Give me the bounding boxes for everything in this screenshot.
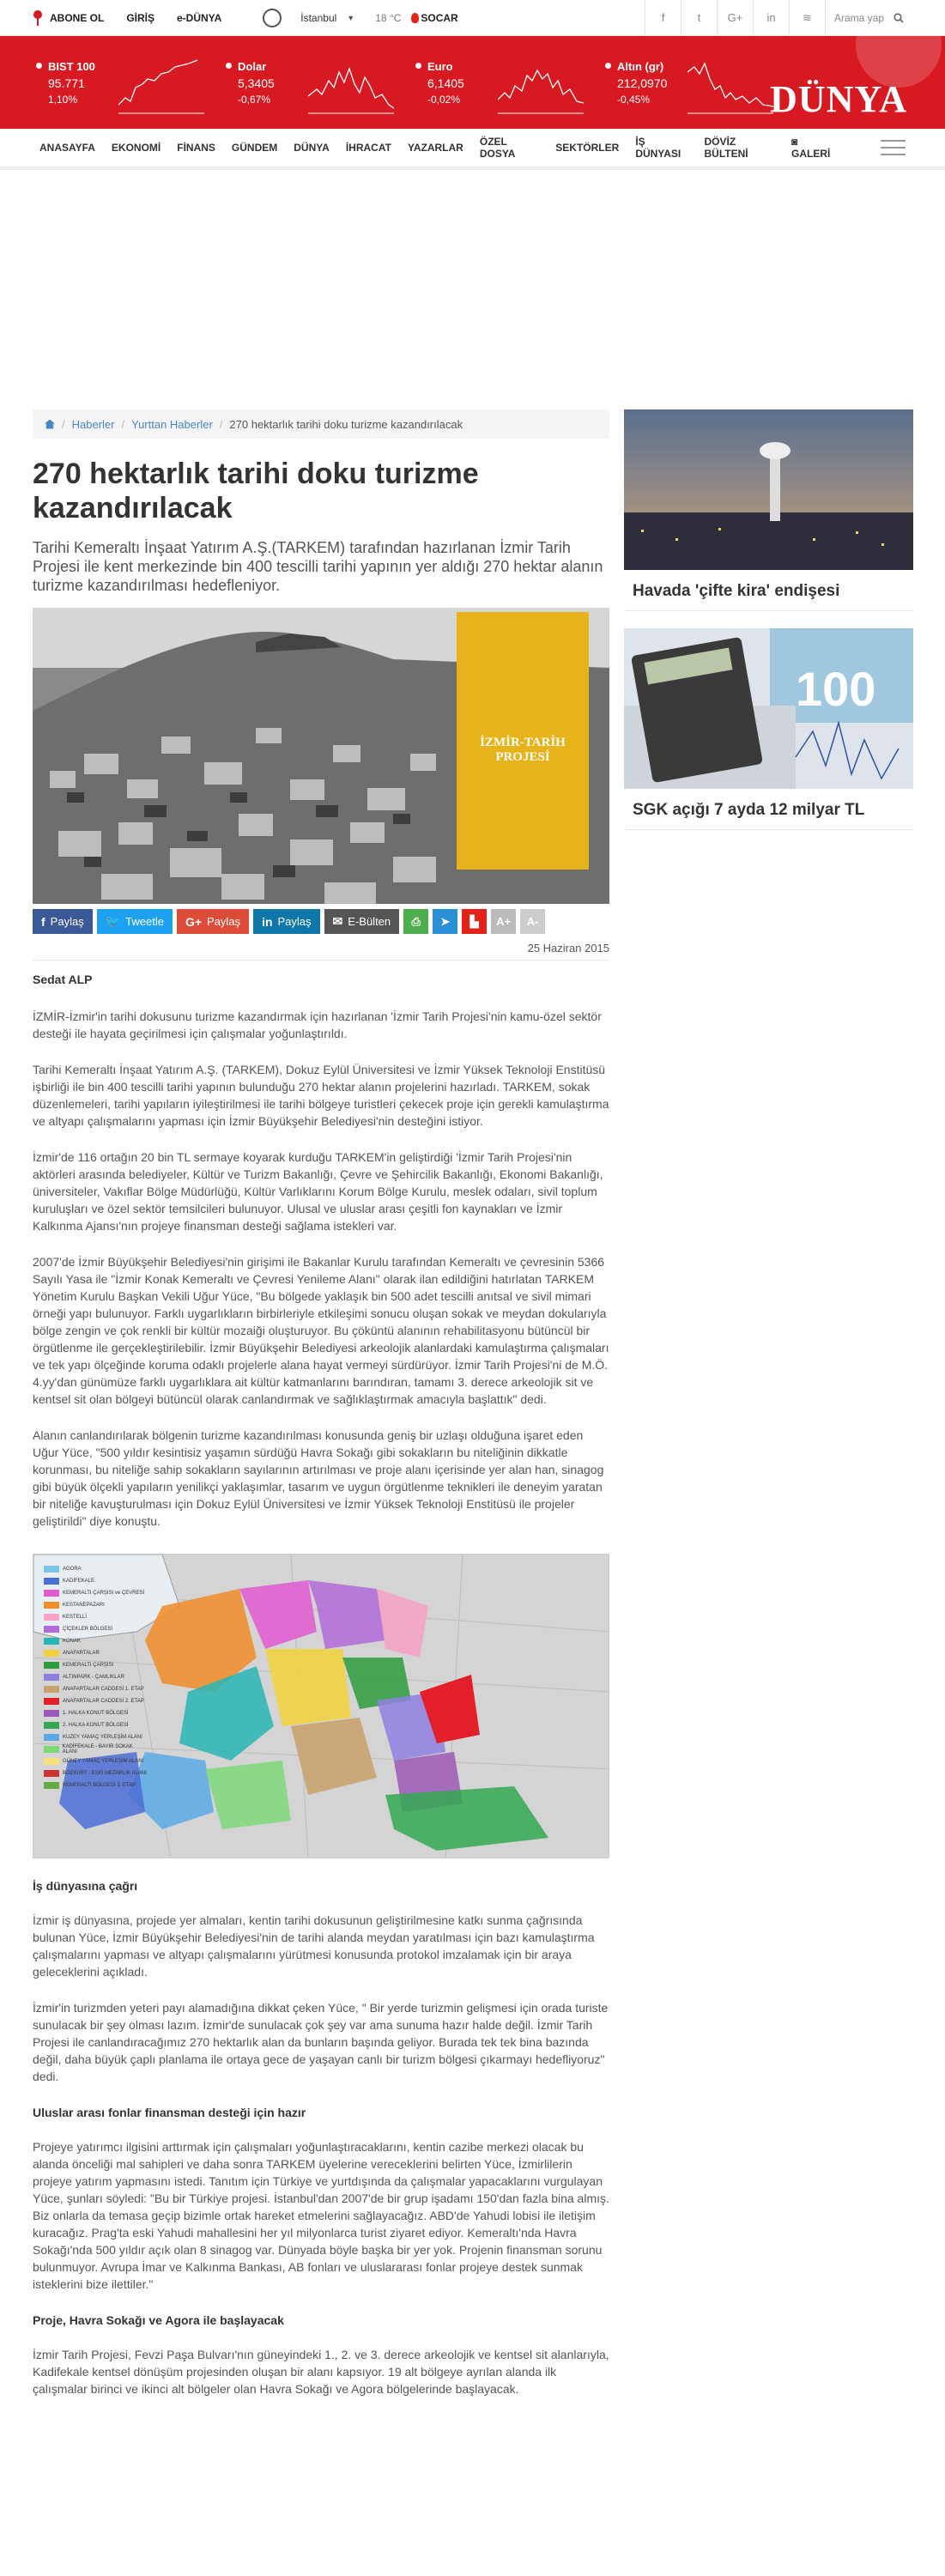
article-paragraph: 2007'de İzmir Büyükşehir Belediyesi'nin girişimi ile Bakanlar Kurulu tarafından Kemeraltı ve çevresinin 5366 Sayılı Yasa ile "İzmir Konak Kemeraltı ve Çevresi Yenileme Alanı" olarak ilan edildiğini hatırlatan TARKEM Yönetim Kurulu Başkan Vekili Uğur Yüce, "Bu bölgede yaklaşık bin 500 adet tescilli anıtsal ve sivil mimari örneği yapı bulunuyor. Farklı uygarlıkların birbirleriyle etkileşimi sonucu oluşan sokak ve meydan dokularıyla bölge zengin ve çok renkli bir kültür mozaiği oluşturuyor. Bu çöküntü alanının rehabilitasyonu bütüncül bir örgütlenme ile gerçekleştirilebilir. İzmir Büyükşehir Belediyesi arkeolojik alanlardaki kamulaştırma çalışmaları ve tek yapı ölçeğinde koruma odaklı projelerle alana hayat vermeyi sürdürüyor. İzmir Tarih Projesi'ni de M.Ö. 4.yy'dan günümüze farklı uygarlıklara ait kültür katmanlarını barındıran, tamamı 3. derece arkeolojik sit ve kentsel sit olan bölgeyi bütüncül olarak canlandırmak ve sağlıklaştırmak amacıyla başlattık" dedi. [33,1255,609,1406]
legend-item: KADİFEKALE - BAYIR SOKAK ALANI [44,1745,147,1754]
legend-item: ANAFARTALAR CADDESİ 1. ETAP [44,1685,147,1694]
legend-item: KADİFEKALE [44,1577,147,1585]
telegram-icon[interactable]: ➤ [433,909,457,934]
weather-icon [263,9,282,27]
linkedin-icon[interactable]: in [753,0,789,36]
article-paragraph: İzmir Tarih Projesi, Fevzi Paşa Bulvarı'nın güneyindeki 1., 2. ve 3. derece arkeolojik ve kentsel sit alanlarıyla, Kadifekale kentsel dönüşüm projesinden oluşan bir alanı kapsıyor. 19 alt bölgeye ayrılan alanda ilk çalışmalar birinci ve ikinci alt bölgeler olan Havra Sokağı ve Agora bölgelerinde başlayacak. [33,2348,609,2396]
legend-item: ÇİÇEKLER BÖLGESİ [44,1625,147,1633]
legend-item: ALTINPARK - ÇAMLIKLAR [44,1673,147,1682]
ticker-bist100[interactable] [48,60,220,129]
project-caption-box [457,612,589,870]
legend-item: BOZKURT - ESKİ MEZARLIK ALANI [44,1769,147,1778]
article-paragraph: İzmir iş dünyasına, projede yer almaları, kentin tarihi dokusunun geliştirilmesine katkı sunma çağrısında bulunan Yüce, İzmir Büyükşehir Belediyesi'nin de tarihi alanda meydan yaratılması için bazı kamulaştırma çalışmalarını yapması ve altyapı çalışmalarını yürütmesi konusunda protokol imzalamak için bir araya geleceklerini açıkladı. [33,1913,595,1979]
twitter-share-button[interactable]: 🐦 Tweetle [97,909,173,934]
legend-item: KEMERALTI BÖLGESİ 3. ETAP [44,1781,147,1790]
news-title[interactable]: Havada 'çifte kira' endişesi [633,582,840,600]
article-paragraph: İzmir'in turizmden yeteri payı alamadığına dikkat çeken Yüce, " Bir yerde turizmin gelişmesi için orada turiste sunulacak bir şey olması lazım. İzmir'de sunulacak çok şey var ama sunuma hazır halde değil. İzmir Tarih Projesi ile canlandıracağımız 270 hektarlık alan da bunların başında geliyor. Burada tek tek bina bazında değil, daha büyük çaplı planlama ile ortaya gece de yaşayan canlı bir turizm bölgesi çıkarmayı hedefliyoruz" dedi. [33,2001,609,2083]
breadcrumb-haberler[interactable]: Haberler [71,417,115,431]
hero-image [33,608,609,904]
weather-widget [263,9,457,27]
sparkline-chart [688,55,773,115]
font-increase-button[interactable]: A+ [491,909,516,934]
temperature: 18 °C [375,11,402,24]
sparkline-chart [308,55,394,115]
nav-item-ekonomi[interactable]: EKONOMİ [111,142,161,154]
nav-item-ozel-dosya[interactable]: ÖZEL DOSYA [479,136,516,160]
ticker-dot [226,63,232,69]
google-plus-icon: G+ [185,914,203,929]
sidebar-news-card[interactable] [624,628,913,830]
ticker-value: 212,0970 [617,76,668,90]
nav-item-anasayfa[interactable]: ANASAYFA [39,142,95,154]
flipboard-icon[interactable]: ▙ [462,909,487,934]
ticker-value: 95.771 [48,76,85,90]
ticker-change: -0,67% [238,94,271,106]
legend-item: AGORA [44,1565,147,1573]
legend-item: KESTELLİ [44,1613,147,1621]
news-thumbnail[interactable] [624,409,913,570]
legend-item: ANAFARTALAR CADDESİ 2. ETAP [44,1697,147,1706]
ticker-dot [415,63,421,69]
legend-item: ANAFARTALAR [44,1649,147,1658]
bulletin-button[interactable]: ✉ E-Bülten [324,909,400,934]
city-selector[interactable]: İstanbul [300,11,337,24]
money-calculator-photo [624,628,913,789]
market-ticker [0,36,945,129]
nav-item-is-dunyasi[interactable]: İŞ DÜNYASI [635,136,681,160]
sponsor-logo: SOCAR [411,12,457,24]
ticker-gold[interactable] [617,60,789,129]
sidebar [624,409,913,2397]
linkedin-icon: in [262,914,273,929]
camera-icon: ◙ [791,136,798,148]
airport-photo [624,409,913,570]
ticker-value: 6,1405 [427,76,464,90]
author-name: Sedat ALP [33,973,93,986]
article-paragraph: İZMİR-İzmir'in tarihi dokusunu turizme kazandırmak için hazırlanan 'İzmir Tarih Projesi'nin kamu-özel sektör desteği ile hayata geçirilmesi için çalışmalar yoğunlaştırıldı. [33,1009,602,1040]
nav-item-sektorler[interactable]: SEKTÖRLER [555,142,620,154]
ticker-change: 1,10% [48,94,78,106]
project-caption: İZMİR-TARİH PROJESİ [480,736,566,764]
ticker-name: Dolar [238,60,267,73]
ticker-dolar[interactable] [238,60,409,129]
legend-item: KEMERALTI ÇARŞISI [44,1661,147,1670]
ticker-change: -0,02% [427,94,461,106]
project-map-image [33,1554,609,1858]
news-thumbnail[interactable] [624,628,913,789]
legend-item: KESTANEPAZARI [44,1601,147,1609]
ticker-value: 5,3405 [238,76,275,90]
article [33,409,609,2397]
google-share-button[interactable]: G+ Paylaş [177,909,249,934]
publish-date: 25 Haziran 2015 [33,942,609,961]
sparkline-chart [498,55,584,115]
ticker-dot [36,63,42,69]
breadcrumb-current: 270 hektarlık tarihi doku turizme kazandırılacak [229,417,463,431]
facebook-icon: f [41,914,45,929]
twitter-icon[interactable]: t [681,0,717,36]
svg-text:100: 100 [796,662,876,716]
sidebar-news-card[interactable] [624,409,913,611]
home-icon[interactable] [45,420,55,429]
twitter-icon: 🐦 [105,914,121,928]
main-nav [0,129,945,170]
ticker-name: BIST 100 [48,60,95,73]
top-bar [0,0,945,36]
ticker-name: Altın (gr) [617,60,664,73]
nav-item-dunya[interactable]: DÜNYA [294,142,330,154]
ad-space [0,170,945,409]
legend-item: 2. HALKA KONUT BÖLGESİ [44,1721,147,1730]
ticker-name: Euro [427,60,453,73]
nav-item-ihracat[interactable]: İHRACAT [345,142,391,154]
nav-item-yazarlar[interactable]: YAZARLAR [407,142,463,154]
news-title[interactable]: SGK açığı 7 ayda 12 milyar TL [633,801,865,819]
section-heading: İş dünyasına çağrı [33,1879,138,1893]
rss-icon[interactable]: ≋ [789,0,825,36]
font-decrease-button[interactable]: A- [520,909,545,934]
search-icon[interactable] [894,13,904,23]
ticker-change: -0,45% [617,94,651,106]
google-plus-icon[interactable]: G+ [717,0,753,36]
login-link[interactable]: GİRİŞ [126,11,155,24]
article-title: 270 hektarlık tarihi doku turizme kazandırılacak [33,458,479,524]
facebook-share-button[interactable]: f Paylaş [33,909,93,934]
section-heading: Uluslar arası fonlar finansman desteği için hazır [33,2106,306,2119]
site-logo[interactable]: DÜNYA [770,78,907,120]
breadcrumb: / Haberler / Yurttan Haberler / 270 hektarlık tarihi doku turizme kazandırılacak [33,409,609,439]
breadcrumb-yurttan-haberler[interactable]: Yurttan Haberler [131,417,213,431]
subscribe-link[interactable]: ABONE OL [50,11,105,24]
article-paragraph: Projeye yatırımcı ilgisini arttırmak için çalışmaları yoğunlaştıracaklarını, kentin cazibe merkezi olacak bu alanda önceliği mal sahipleri ve daha sonra TARKEM üyelerine vereceklerini belirten Yüce, İzmirlilerin projeye yatırım yapmasını istedi. Tanıtım için Türkiye ve yurtdışında da çalışmalar yapacaklarını vurgulayan Yüce, şunları söyledi: "Bu bir Türkiye projesi. İstanbul'dan 2007'de bir grup işadamı 150'dan fazla bina almış. Biz onlarla da temasa geçip bizimle ortak hareket etmelerini sağlayacağız. ABD'de Yahudi lobisi ile iletişim kuracağız. Prag'ta eski Yahudi mahallesini her yıl milyonlarca turist ziyaret ediyor. Kemeraltı'nda Havra Sokağı'nda 500 yıldır açık olan 8 sinagog var. Dünyada böyle başka bir yer yok. Projenin finansman sorunu bulunmuyor. Avrupa İmar ve Kalkınma Bankası, AB fonları ve uluslararası fonlar projeye destek sunmak isteklerini bize ilettiler." [33,2140,609,2291]
nav-item-doviz-bulteni[interactable]: DÖVİZ BÜLTENİ [704,136,748,160]
legend-item: KONAK [44,1637,147,1646]
ticker-dot [605,63,611,69]
map-legend [44,1565,147,1793]
facebook-icon[interactable]: f [645,0,681,36]
section-heading: Proje, Havra Sokağı ve Agora ile başlayacak [33,2313,284,2327]
share-bar [33,909,609,934]
search-box[interactable] [825,0,912,36]
flame-icon [411,13,419,23]
nav-item-finans[interactable]: FİNANS [177,142,215,154]
article-paragraph: Tarihi Kemeraltı İnşaat Yatırım A.Ş. (TARKEM), Dokuz Eylül Üniversitesi ve İzmir Yüksek Teknoloji Enstitüsü işbirliği ile bin 400 tescilli tarihi yapının bulunduğu 270 hektar alanın projelerini hazırladı. TARKEM, sokak düzenlemeleri, tarihi yapıların iyileştirilmesi ile tarihi bölgeye turistleri çekecek proje için gerekli kamulaştırma ve altyapı çalışmalarını yapması için İzmir Büyükşehir Belediyesi'nin desteğini istiyor. [33,1063,609,1128]
legend-item: GÜNEY YAMAÇ YERLEŞİM ALANI [44,1757,147,1766]
envelope-icon: ✉ [332,914,343,928]
print-icon[interactable]: ⎙ [403,909,428,934]
chevron-down-icon[interactable]: ▼ [347,13,355,22]
ticker-euro[interactable] [427,60,599,129]
article-lead: Tarihi Kemeraltı İnşaat Yatırım A.Ş.(TARKEM) tarafından hazırlanan İzmir Tarih Projesi ile kent merkezinde bin 400 tescilli tarihi yapının yer aldığı 270 hektar alanın turizme kazandırılması hedefleniyor. [33,539,603,594]
linkedin-share-button[interactable]: in Paylaş [253,909,319,934]
sparkline-chart [118,55,204,115]
search-input[interactable]: Arama yap [834,11,885,24]
legend-item: KEMERALTI ÇARŞISI ve ÇEVRESİ [44,1589,147,1597]
nav-item-gundem[interactable]: GÜNDEM [231,142,278,154]
legend-item: 1. HALKA KONUT BÖLGESİ [44,1709,147,1718]
article-paragraph: Alanın canlandırılarak bölgenin turizme kazandırılması konusunda geniş bir uzlaşı olduğuna işaret eden Uğur Yüce, "500 yıldır kesintisiz yaşamın sürdüğü Havra Sokağı gibi sokakların bu niteliğinin dikkatle korunması, bu niteliğe sahip sokakların sayılarının artırılması ve proje alanı içerisinde yer alan han, sinagog gibi büyük ölçekli yapıların yenilikçi yaklaşımlar, tasarım ve uygun örgütlenme teknikleri ile deneyim yaratan bir niteliğe kavuşturulması için Dokuz Eylül Üniversitesi ve İzmir Yüksek Teknoloji Enstitüsü ile projeler geliştirildi" diye konuştu. [33,1428,604,1528]
location-pin-icon [33,10,43,26]
menu-icon[interactable] [881,140,906,155]
article-paragraph: İzmir'de 116 ortağın 20 bin TL sermaye koyarak kurduğu TARKEM'in geliştirdiği 'İzmir Tarih Projesi'nin aktörleri arasında belediyeler, Kültür ve Turizm Bakanlığı, Çevre ve Şehircilik Bakanlığı, Ekonomi Bakanlığı, üniversiteler, Vakıflar Bölge Müdürlüğü, Kültür Varlıklarını Korum Bölge Kurulu, meslek odaları, sivil toplum kuruluşları ve özel sektör temsilcileri bulunuyor. Ulusal ve uluslar arası çeşitli fon kaynakları ve İzmir Kalkınma Ajansı'nın projeye finansman desteği sağlama istekleri var. [33,1150,603,1233]
legend-item: KUZEY YAMAÇ YERLEŞİM ALANI [44,1733,147,1742]
e-dunya-link[interactable]: e-DÜNYA [177,11,222,24]
nav-item-galeri[interactable]: ◙ GALERİ [791,136,831,160]
